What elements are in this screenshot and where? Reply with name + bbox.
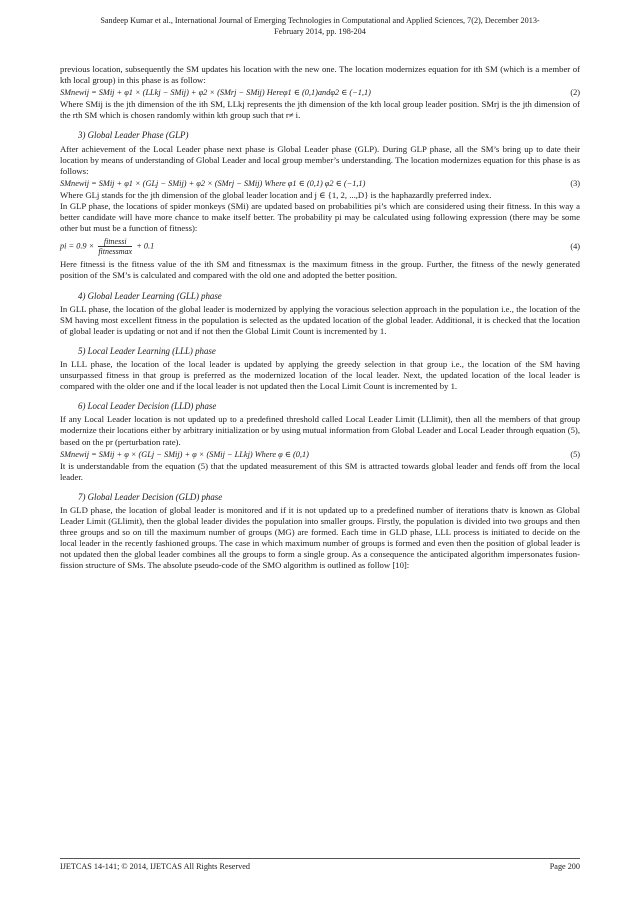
page-body xyxy=(60,64,580,572)
equation-4 xyxy=(60,237,580,256)
footer-page-number: Page 200 xyxy=(549,862,580,871)
section-5-heading: 5) Local Leader Learning (LLL) phase xyxy=(78,345,216,356)
equation-4-fraction xyxy=(98,237,132,256)
equation-5-formula: SMnewij = SMij + φ × (GLj − SMij) + φ × (SMij − LLkj) Where φ ∈ (0,1) xyxy=(60,449,309,459)
equation-2-description: Where SMij is the jth dimension of the ith SM, LLkj represents the jth dimension of the kth local group leader position. SMrj is the jth dimension of the rth SM which is chosen randomly within kth group such that r≠ i. xyxy=(60,99,580,121)
section-4-heading: 4) Global Leader Learning (GLL) phase xyxy=(78,290,222,301)
equation-4-number: (4) xyxy=(570,242,580,252)
section-3-paragraph-1: After achievement of the Local Leader phase next phase is Global Leader phase (GLP). During GLP phase, all the SM’s bring up to date their location by means of understanding of Global Leader and local group member’s understanding. The location modernizes equation for this phase is as follows: xyxy=(60,143,580,176)
section-7-heading: 7) Global Leader Decision (GLD) phase xyxy=(78,491,223,502)
equation-3-formula: SMnewij = SMij + φ1 × (GLj − SMij) + φ2 × (SMrj − SMij) Where φ1 ∈ (0,1) φ2 ∈ (−1,1) xyxy=(60,178,366,188)
running-header xyxy=(60,16,580,37)
equation-4-rhs: + 0.1 xyxy=(136,241,155,251)
equation-3-number: (3) xyxy=(570,178,580,188)
section-7-paragraph: In GLD phase, the location of global leader is monitored and if it is not updated up to a predefined number of iterations thatv is known as Global Leader Limit (GLlimit), then the global leader divides the population into smaller groups. Firstly, the population is divided into two groups and then three groups and so on till the maximum number of groups (MG) are formed. Each time in GLD phase, LLL process is initiated to decide on the local leader in the recently fashioned groups. The case in which maximum number of groups is formed and even then the position of global leader is not updated then the global leader combines all the groups to form a single group. As a consequence the anticipated algorithm impersonates fusion-fission structure of SMs. The absolute pseudo-code of the SMO algorithm is outlined as follow [10]: xyxy=(60,505,580,571)
section-4-paragraph: In GLL phase, the location of the global leader is modernized by applying the voracious selection approach in the population i.e., the location of the SM having most excellent fitness in the population is selected as the updated location of the global leader. Additional, it is checked that the location of global leader is updating or not and if not then the Global Limit Count is incremented by 1. xyxy=(60,303,580,336)
header-line-1: Sandeep Kumar et al., International Journal of Emerging Technologies in Computational and Applied Sciences, 7(2), December 2013- xyxy=(100,16,540,25)
equation-2-number: (2) xyxy=(570,88,580,98)
equation-3 xyxy=(60,178,580,189)
equation-5-number: (5) xyxy=(570,449,580,459)
section-3-paragraph-4: Here fitnessi is the fitness value of the ith SM and fitnessmax is the maximum fitness in the group. Further, the fitness of the newly generated position of the SM’s is calculated and compared with the old one and adopted the better position. xyxy=(60,259,580,281)
section-3-paragraph-2: Where GLj stands for the jth dimension of the global leader location and j ∈ {1, 2, ...,D} is the haphazardly preferred index. xyxy=(60,189,492,200)
header-line-2: February 2014, pp. 198-204 xyxy=(274,26,366,36)
page-footer xyxy=(60,858,580,871)
equation-4-lhs: pi = 0.9 × xyxy=(60,241,95,251)
equation-2-formula: SMnewij = SMij + φ1 × (LLkj − SMij) + φ2 × (SMrj − SMij) Hereφ1 ∈ (0,1)andφ2 ∈ (−1,1) xyxy=(60,88,371,98)
section-3-heading: 3) Global Leader Phase (GLP) xyxy=(78,130,189,141)
section-6-heading: 6) Local Leader Decision (LLD) phase xyxy=(78,401,217,412)
equation-4-numerator: fitnessi xyxy=(98,237,132,247)
equation-4-formula xyxy=(60,237,154,256)
footer-copyright: IJETCAS 14-141; © 2014, IJETCAS All Rights Reserved xyxy=(60,862,250,871)
section-5-paragraph: In LLL phase, the location of the local leader is updated by applying the greedy selection in that group i.e., the location of the SM having unsurpassed fitness in that group is preferred as the modernized location of the local leader. Next, the updated location of the local leader is compared with the older one and if the local leader is not updated then the Local Limit Count is incremented by 1. xyxy=(60,358,580,392)
section-6-paragraph-1: If any Local Leader location is not updated up to a predefined threshold called Local Leader Limit (LLlimit), then all the members of that group modernize their locations either by arbitrary initialization or by using mutual information from Global Leader and Local Leader through equation (5), based on the pr (perturbation rate). xyxy=(60,414,580,447)
equation-2 xyxy=(60,87,580,98)
equation-5 xyxy=(60,449,580,460)
equation-4-denominator: fitnessmax xyxy=(98,247,133,257)
section-3-paragraph-3: In GLP phase, the locations of spider monkeys (SMi) are updated based on probabilities pi’s which are considered using their fitness. In this way a better candidate will have more chance to make itself better. The probability pi may be calculated using following expression (there may be some other but must be a function of fitness): xyxy=(60,201,580,234)
intro-paragraph: previous location, subsequently the SM updates his location with the new one. The location modernizes equation for ith SM (which is a member of kth local group) in this phase is as follow: xyxy=(60,64,580,86)
section-6-paragraph-2: It is understandable from the equation (5) that the updated measurement of this SM is attracted towards global leader and fends off from the local leader. xyxy=(60,460,580,482)
